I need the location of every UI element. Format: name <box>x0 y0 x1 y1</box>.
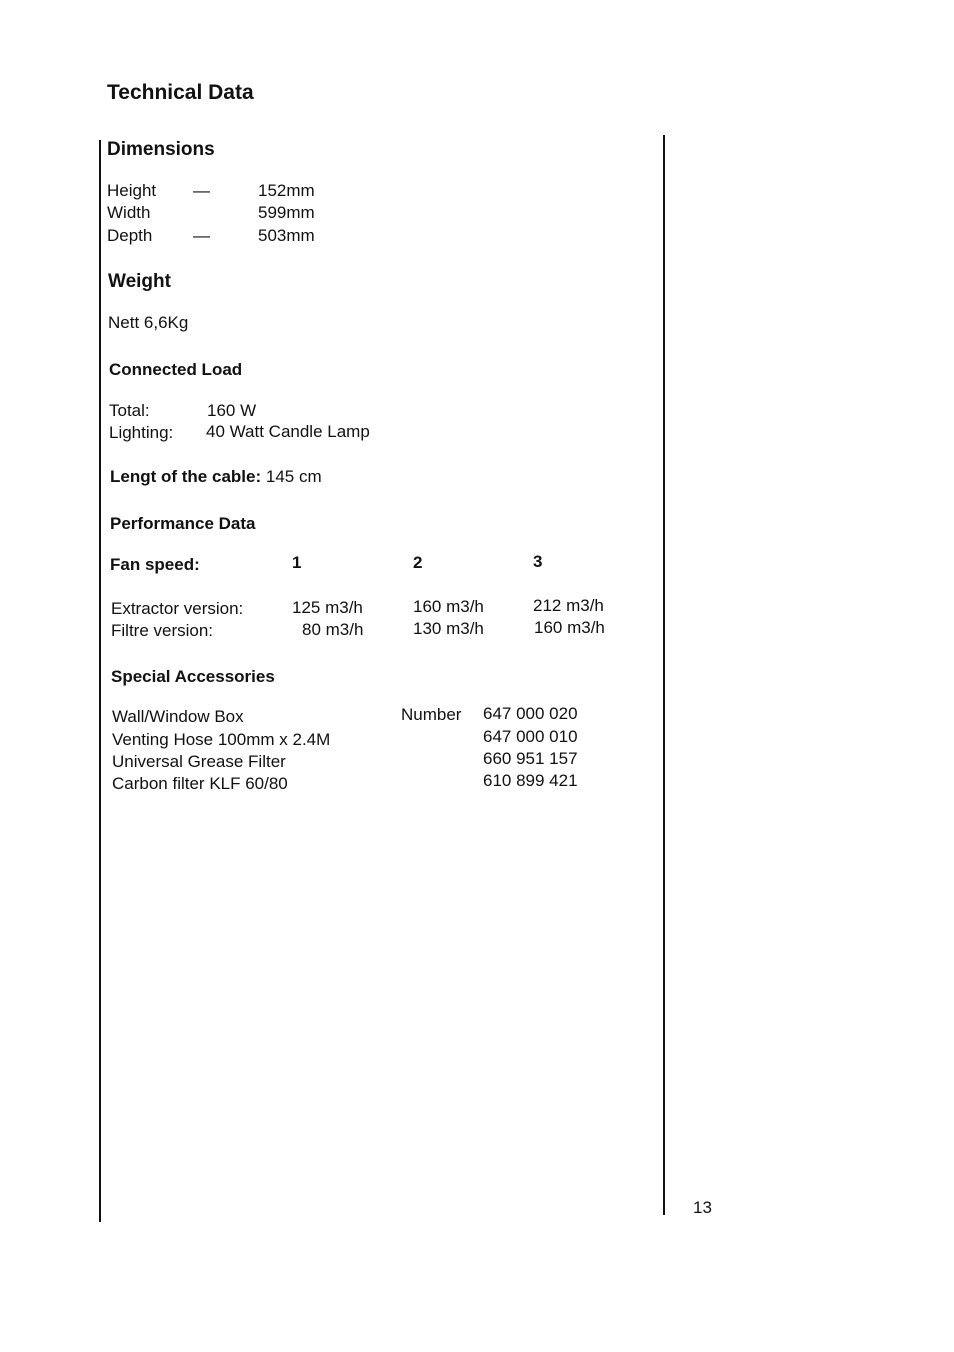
right-margin-rule <box>663 135 665 1215</box>
cable-length <box>110 467 322 487</box>
accessory-name-3: Universal Grease Filter <box>112 752 286 771</box>
extractor-speed-1: 125 m3/h <box>292 598 363 617</box>
weight-heading: Weight <box>108 271 171 292</box>
accessory-number-1: 647 000 020 <box>483 704 578 723</box>
fan-speed-2: 2 <box>413 553 423 572</box>
left-margin-rule <box>99 140 101 1222</box>
dimension-value-width: 599mm <box>258 203 315 222</box>
load-label-lighting: Lighting: <box>109 423 174 442</box>
dimensions-heading: Dimensions <box>107 139 215 160</box>
accessory-name-4: Carbon filter KLF 60/80 <box>112 774 288 793</box>
fan-speed-1: 1 <box>292 553 302 572</box>
filtre-label: Filtre version: <box>111 621 214 640</box>
weight-value: Nett 6,6Kg <box>108 313 189 332</box>
extractor-speed-3: 212 m3/h <box>533 596 604 615</box>
fan-speed-3: 3 <box>533 552 543 571</box>
accessory-name-2: Venting Hose 100mm x 2.4M <box>112 730 331 749</box>
dimension-label-height: Height <box>107 181 157 200</box>
load-label-total: Total: <box>109 401 150 420</box>
connected-load-heading: Connected Load <box>109 360 243 379</box>
dimension-label-width: Width <box>107 203 151 222</box>
accessory-number-4: 610 899 421 <box>483 771 578 790</box>
page-number: 13 <box>693 1198 712 1217</box>
dimension-dash-depth: — <box>193 226 210 245</box>
load-value-total: 160 W <box>207 401 257 420</box>
dimension-label-depth: Depth <box>107 226 153 245</box>
accessories-number-label: Number <box>401 705 462 724</box>
extractor-label: Extractor version: <box>111 599 244 618</box>
fan-speed-label: Fan speed: <box>110 555 200 574</box>
accessories-heading: Special Accessories <box>111 667 275 686</box>
cable-length-label: Lengt of the cable: <box>110 467 262 486</box>
accessory-number-2: 647 000 010 <box>483 727 578 746</box>
extractor-speed-2: 160 m3/h <box>413 597 484 616</box>
filtre-speed-3: 160 m3/h <box>534 618 605 637</box>
dimension-value-height: 152mm <box>258 181 315 200</box>
page-title: Technical Data <box>107 81 254 104</box>
filtre-speed-1: 80 m3/h <box>302 620 364 639</box>
accessory-name-1: Wall/Window Box <box>112 707 244 726</box>
dimension-dash-height: — <box>193 181 210 200</box>
accessory-number-3: 660 951 157 <box>483 749 578 768</box>
cable-length-value: 145 cm <box>265 467 322 486</box>
performance-heading: Performance Data <box>110 514 256 533</box>
dimension-value-depth: 503mm <box>258 226 315 245</box>
filtre-speed-2: 130 m3/h <box>413 619 484 638</box>
load-value-lighting: 40 Watt Candle Lamp <box>206 422 370 441</box>
